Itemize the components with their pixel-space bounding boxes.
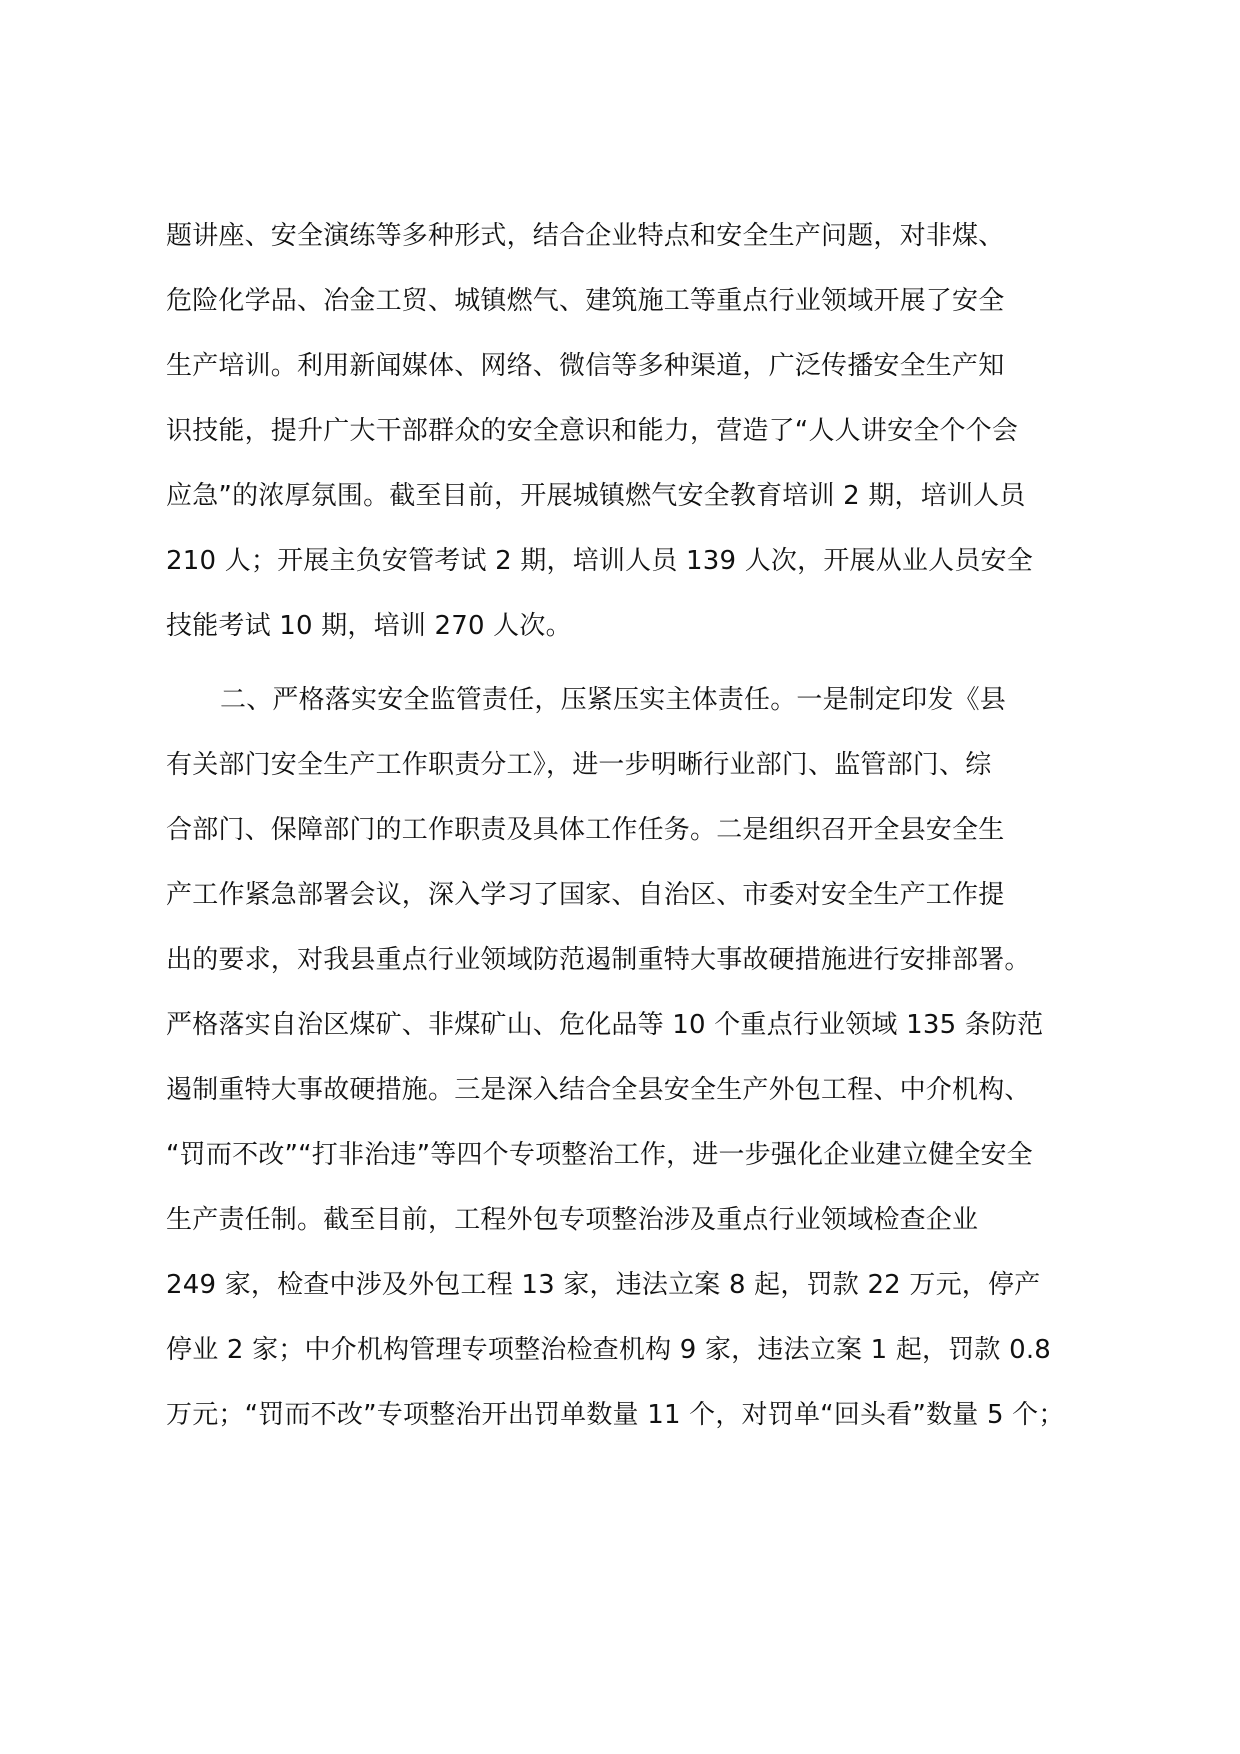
text-line: “罚而不改”“打非治违”等四个专项整治工作，进一步强化企业建立健全安全 [166,1140,1033,1170]
text-line: 210 人；开展主负安管考试 2 期，培训人员 139 人次，开展从业人员安全 [166,546,1033,576]
text-line: 出的要求，对我县重点行业领域防范遏制重特大事故硬措施进行安排部署。 [166,945,1031,975]
paragraph-spacer [166,659,1086,668]
text-line-first: 二、严格落实安全监管责任，压紧压实主体责任。一是制定印发《县 [220,685,1007,715]
text-line: 合部门、保障部门的工作职责及具体工作任务。二是组织召开全县安全生 [166,815,1005,845]
paragraph-training [166,204,1086,659]
text-line: 生产责任制。截至目前，工程外包专项整治涉及重点行业领域检查企业 [166,1205,979,1235]
text-line: 生产培训。利用新闻媒体、网络、微信等多种渠道，广泛传播安全生产知 [166,351,1005,381]
text-line: 技能考试 10 期，培训 270 人次。 [166,611,572,641]
text-line: 有关部门安全生产工作职责分工》，进一步明晰行业部门、监管部门、综 [166,750,992,780]
text-line: 停业 2 家；中介机构管理专项整治检查机构 9 家，违法立案 1 起，罚款 0.8 [166,1335,1052,1365]
text-line: 产工作紧急部署会议，深入学习了国家、自治区、市委对安全生产工作提 [166,880,1005,910]
text-line: 识技能，提升广大干部群众的安全意识和能力，营造了“人人讲安全个个会 [166,416,1019,446]
text-line: 严格落实自治区煤矿、非煤矿山、危化品等 10 个重点行业领域 135 条防范 [166,1010,1044,1040]
text-line: 249 家，检查中涉及外包工程 13 家，违法立案 8 起，罚款 22 万元，停产 [166,1270,1041,1300]
text-line: 遏制重特大事故硬措施。三是深入结合全县安全生产外包工程、中介机构、 [166,1075,1031,1105]
text-line: 题讲座、安全演练等多种形式，结合企业特点和安全生产问题，对非煤、 [166,221,1005,251]
document-body [166,204,1086,1448]
paragraph-responsibility [166,668,1086,1448]
text-line: 万元；“罚而不改”专项整治开出罚单数量 11 个，对罚单“回头看”数量 5 个； [166,1400,1065,1430]
text-line: 应急”的浓厚氛围。截至目前，开展城镇燃气安全教育培训 2 期，培训人员 [166,481,1026,511]
text-line: 危险化学品、冶金工贸、城镇燃气、建筑施工等重点行业领域开展了安全 [166,286,1005,316]
